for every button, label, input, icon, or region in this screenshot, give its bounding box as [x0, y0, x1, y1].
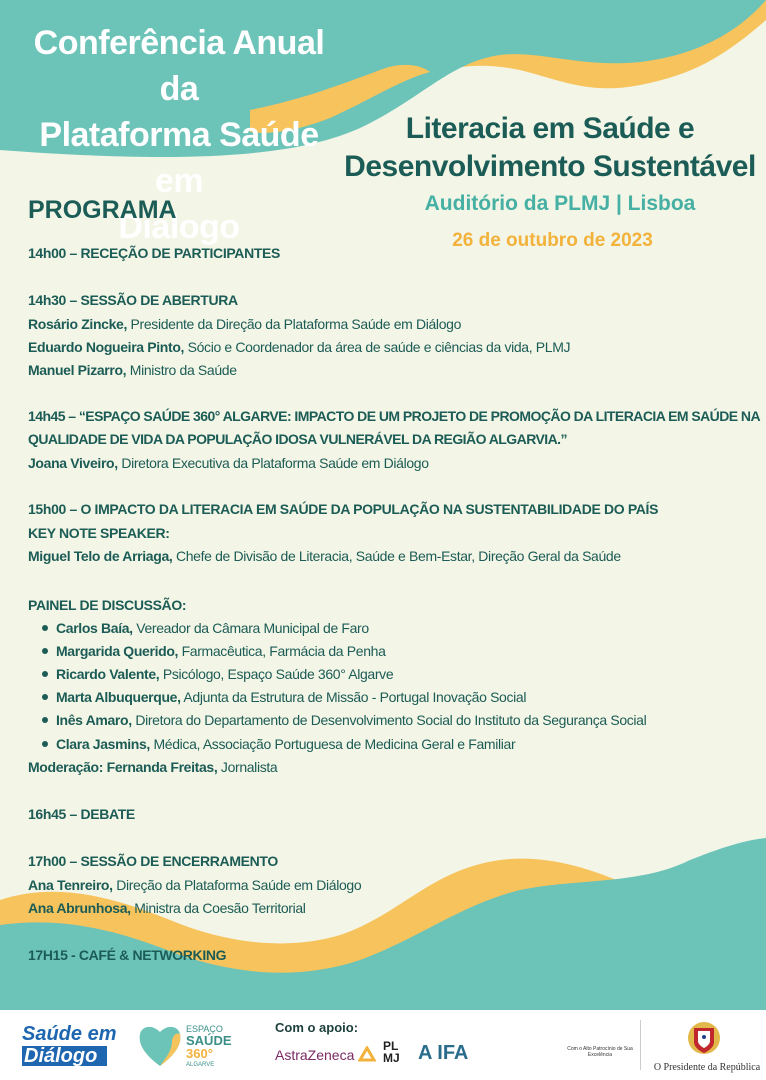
apifarma-logo: A IFA — [418, 1042, 469, 1064]
speaker-name: Eduardo Nogueira Pinto, — [28, 339, 185, 355]
espaco-session-title-cont: QUALIDADE DE VIDA DA POPULAÇÃO IDOSA VULNERÁVEL DA REGIÃO ALGARVIA.” — [28, 431, 567, 447]
closing-session-title: 17h00 – SESSÃO DE ENCERRAMENTO — [28, 853, 278, 869]
opening-session-title: 14h30 – SESSÃO DE ABERTURA — [28, 292, 238, 308]
panel-member-role: Psicólogo, Espaço Saúde 360° Algarve — [159, 666, 394, 682]
speaker-name: Ana Abrunhosa, — [28, 900, 131, 916]
subtitle-line: Desenvolvimento Sustentável — [344, 150, 756, 183]
speaker-role: Sócio e Coordenador da área de saúde e ciências da vida, PLMJ — [184, 339, 571, 355]
panel-member — [42, 687, 526, 707]
speaker-line — [28, 360, 237, 380]
speaker-role: Chefe de Divisão de Literacia, Saúde e Bem-Estar, Direção Geral da Saúde — [172, 548, 621, 564]
event-date: 26 de outubro de 2023 — [452, 230, 653, 251]
bullet-icon — [42, 648, 48, 654]
panel-member — [42, 664, 393, 684]
speaker-name: Rosário Zincke, — [28, 316, 128, 332]
program-heading: PROGRAMA — [28, 196, 177, 224]
networking-item: 17H15 - CAFÉ & NETWORKING — [28, 947, 227, 963]
bullet-icon — [42, 741, 48, 747]
logo-text: MJ — [383, 1051, 400, 1065]
moderation-line — [28, 757, 277, 777]
conference-title-line: Conferência Anual da — [33, 24, 325, 108]
logo-text: Diálogo — [22, 1046, 107, 1066]
saude-em-dialogo-logo — [22, 1024, 116, 1066]
panel-member-role: Farmacêutica, Farmácia da Penha — [178, 643, 386, 659]
speaker-role: Diretora Executiva da Plataforma Saúde em Diálogo — [117, 455, 429, 471]
panel-member-name: Marta Albuquerque, — [56, 689, 181, 705]
panel-member — [42, 618, 369, 638]
panel-member-role: Diretora do Departamento de Desenvolvimento Social do Instituto da Segurança Social — [131, 712, 647, 728]
panel-member-role: Adjunta da Estrutura de Missão - Portugal Inovação Social — [180, 689, 527, 705]
bullet-icon — [42, 625, 48, 631]
logo-text: Saúde em — [22, 1023, 117, 1045]
moderation-role: Jornalista — [217, 759, 278, 775]
panel-member-name: Carlos Baía, — [56, 620, 133, 636]
speaker-line — [28, 898, 306, 918]
speaker-name: Miguel Telo de Arriaga, — [28, 548, 173, 564]
speaker-name: Manuel Pizarro, — [28, 362, 127, 378]
support-label: Com o apoio: — [275, 1020, 359, 1035]
panel-member-role: Vereador da Câmara Municipal de Faro — [132, 620, 369, 636]
impact-session-title: 15h00 – O IMPACTO DA LITERACIA EM SAÚDE DA POPULAÇÃO NA SUSTENTABILIDADE DO PAÍS — [28, 501, 659, 517]
panel-member-name: Margarida Querido, — [56, 643, 179, 659]
speaker-line — [28, 337, 570, 357]
event-subtitle — [340, 110, 760, 186]
bullet-icon — [42, 694, 48, 700]
panel-member — [42, 641, 386, 661]
astrazeneca-swirl-icon — [358, 1046, 376, 1062]
speaker-name: Joana Viveiro, — [28, 455, 118, 471]
venue: Auditório da PLMJ | Lisboa — [424, 192, 696, 215]
logo-text: 360° — [186, 1046, 213, 1061]
logo-text: ESPAÇO — [186, 1024, 223, 1034]
subtitle-line: Literacia em Saúde e — [405, 112, 695, 145]
panel-member-role: Médica, Associação Portuguesa de Medicina Geral e Familiar — [149, 736, 516, 752]
moderation-label: Moderação: Fernanda Freitas, — [28, 759, 218, 775]
speaker-role: Presidente da Direção da Plataforma Saúde em Diálogo — [127, 316, 462, 332]
espaco-session-title: 14h45 – “ESPAÇO SAÚDE 360° ALGARVE: IMPACTO DE UM PROJETO DE PROMOÇÃO DA LITERACIA EM SAÚDE NA — [28, 408, 761, 424]
speaker-line — [28, 314, 461, 334]
speaker-role: Direção da Plataforma Saúde em Diálogo — [112, 877, 362, 893]
portugal-crest-icon — [684, 1018, 724, 1060]
footer-logos — [0, 1010, 766, 1080]
speaker-line — [28, 453, 429, 473]
plmj-logo — [383, 1040, 400, 1064]
reception-item: 14h00 – RECEÇÃO DE PARTICIPANTES — [28, 245, 281, 261]
panel-member — [42, 710, 646, 730]
panel-member — [42, 734, 515, 754]
conference-title-line: Diálogo — [118, 208, 240, 246]
patronage-text: Com o Alto Patrocínio de Sua Excelência — [567, 1046, 633, 1058]
speaker-role: Ministro da Saúde — [126, 362, 237, 378]
divider — [640, 1020, 641, 1070]
speaker-role: Ministra da Coesão Territorial — [130, 900, 306, 916]
astrazeneca-logo — [275, 1046, 376, 1063]
logo-text: ALGARVE — [186, 1062, 215, 1068]
bullet-icon — [42, 717, 48, 723]
conference-title-line: Plataforma Saúde em — [39, 116, 319, 200]
panel-title: PAINEL DE DISCUSSÃO: — [28, 597, 187, 613]
logo-text: PL — [383, 1039, 399, 1053]
bullet-icon — [42, 671, 48, 677]
logo-text: AstraZeneca — [275, 1047, 355, 1063]
speaker-line — [28, 546, 621, 566]
panel-member-name: Inês Amaro, — [56, 712, 132, 728]
keynote-label: KEY NOTE SPEAKER: — [28, 525, 170, 541]
espaco-heart-icon — [136, 1020, 184, 1070]
president-label: O Presidente da República — [653, 1062, 761, 1073]
panel-member-name: Clara Jasmins, — [56, 736, 150, 752]
speaker-line — [28, 875, 361, 895]
logo-text: SAÚDE — [186, 1033, 232, 1048]
debate-item: 16h45 – DEBATE — [28, 806, 135, 822]
panel-member-name: Ricardo Valente, — [56, 666, 160, 682]
speaker-name: Ana Tenreiro, — [28, 877, 113, 893]
espaco-logo-text — [186, 1024, 232, 1070]
